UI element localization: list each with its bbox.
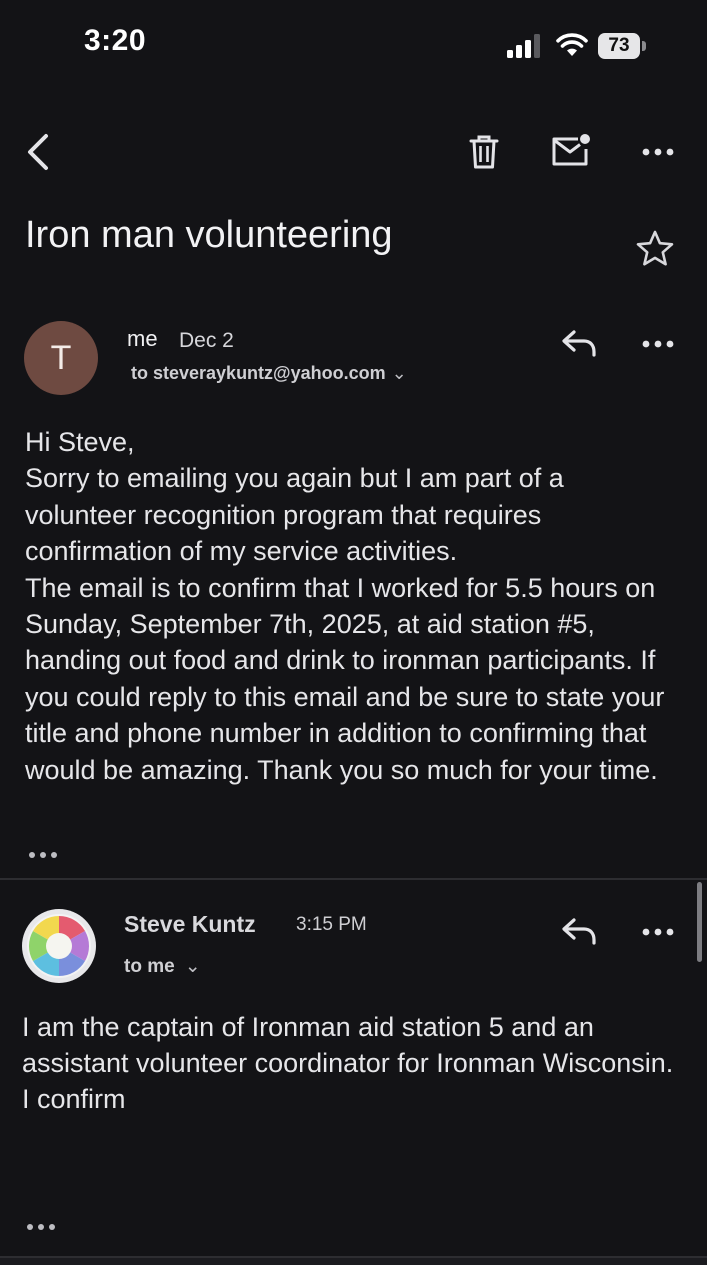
show-trimmed-content-button[interactable] [22, 840, 64, 870]
sender-name: me [127, 326, 158, 351]
reply-icon [560, 328, 598, 358]
back-button[interactable] [18, 128, 58, 176]
avatar[interactable] [21, 908, 97, 984]
chevron-down-icon: ⌄ [391, 363, 407, 383]
message-divider [0, 878, 707, 880]
ellipsis-icon [27, 850, 59, 860]
status-time: 3:20 [84, 24, 147, 57]
delete-button[interactable] [464, 132, 504, 172]
body-paragraph: Hi Steve, [25, 427, 135, 457]
more-options-button[interactable] [636, 135, 680, 169]
scrollbar[interactable] [697, 882, 702, 962]
back-arrow-icon [24, 132, 52, 172]
message-body: I am the captain of Ironman aid station 5 and an assistant volunteer coordinator for Ironman Wisconsin. I confirm [22, 1012, 674, 1114]
email-subject: Iron man volunteering [25, 214, 393, 256]
more-icon [641, 339, 675, 349]
mark-unread-button[interactable] [548, 130, 594, 170]
body-paragraph: Sorry to emailing you again but I am part of a volunteer recognition program that requires confirmation of my service activities. [25, 463, 564, 567]
message-date: Dec 2 [179, 329, 234, 352]
recipient-text: to steveraykuntz@yahoo.com [131, 363, 386, 383]
mark-unread-icon [550, 132, 592, 168]
sender-name: Steve Kuntz [124, 911, 256, 937]
recipient-details[interactable] [124, 955, 201, 978]
recipient-text: to me [124, 956, 175, 977]
reply-button[interactable] [556, 322, 602, 364]
message-body [25, 424, 675, 788]
message-more-button[interactable] [636, 916, 680, 948]
message-more-button[interactable] [636, 328, 680, 360]
signal-icon [507, 34, 543, 58]
battery-level: 73 [598, 33, 640, 59]
more-icon [641, 147, 675, 157]
body-paragraph: The email is to confirm that I worked for 5.5 hours on Sunday, September 7th, 2025, at aid station #5, handing out food and drink to ironman participants. If you could reply to this email and be sure to state your title and phone number in addition to confirming that would be amazing. Thank you so much for your time. [25, 572, 665, 785]
message-time: 3:15 PM [296, 914, 367, 935]
chevron-down-icon: ⌄ [184, 956, 201, 977]
ellipsis-icon [25, 1222, 57, 1232]
avatar[interactable]: T [24, 321, 98, 395]
more-icon [641, 927, 675, 937]
reply-button[interactable] [556, 910, 602, 952]
trash-icon [469, 134, 499, 170]
recipient-details[interactable] [131, 363, 407, 384]
bottom-bar [0, 1256, 707, 1265]
reply-icon [560, 916, 598, 946]
battery-icon [598, 33, 646, 59]
show-trimmed-content-button[interactable] [20, 1212, 62, 1242]
battery-tip [642, 41, 646, 51]
star-button[interactable] [632, 226, 678, 272]
star-icon [635, 229, 675, 269]
wifi-icon [556, 32, 588, 58]
